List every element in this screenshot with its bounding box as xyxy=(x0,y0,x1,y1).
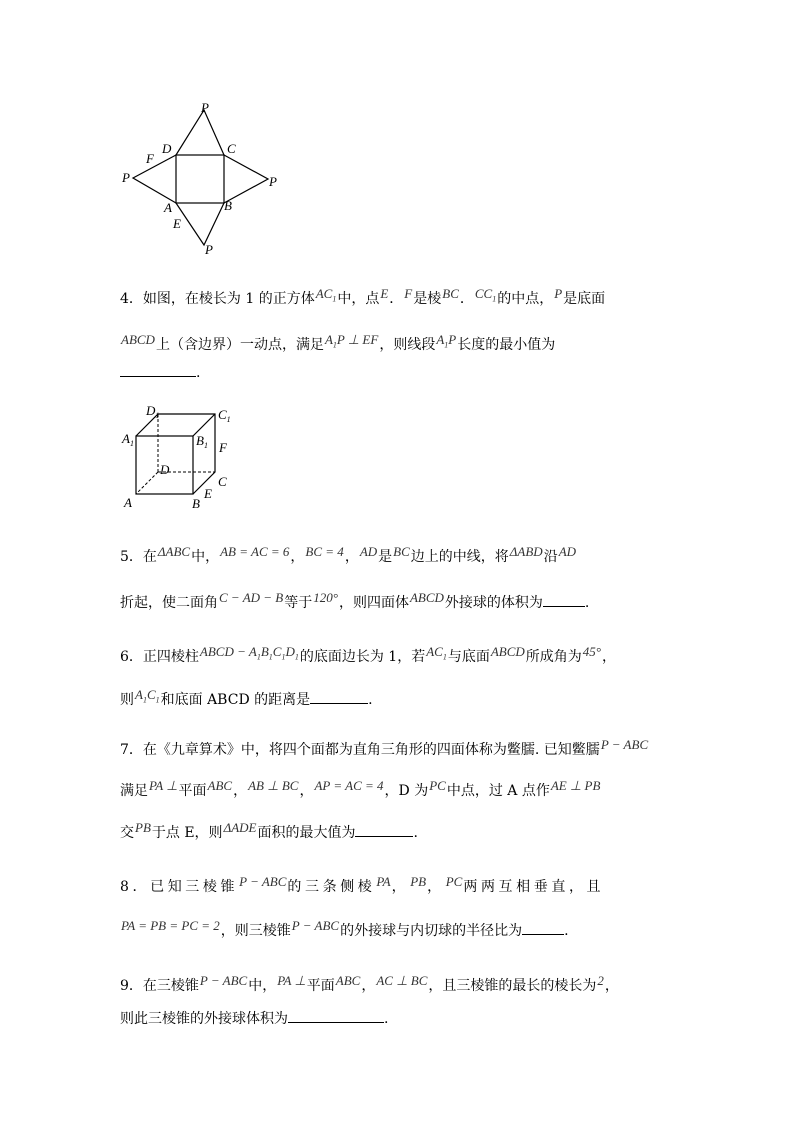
question-5-line-2: 折起，使二面角C − AD − B等于120°，则四面体ABCD外接球的体积为 . xyxy=(120,590,590,611)
question-4-line-2: ABCD上（含边界）一动点，满足$A_1P$ ⊥ EF，则线段$A_1P$长度的最小值为 xyxy=(121,332,556,353)
label-d: D xyxy=(162,141,172,156)
cube-figure xyxy=(116,402,236,512)
label-p-bottom: P xyxy=(205,242,213,257)
answer-blank-5 xyxy=(543,592,585,607)
label-d1: $D_1$ xyxy=(146,403,160,420)
question-9-line-1: 9．在三棱锥P − ABC中，PA ⊥平面ABC，AC ⊥ BC，且三棱锥的最长的棱长为2， xyxy=(120,973,619,994)
label-b: B xyxy=(192,496,200,511)
label-a: A xyxy=(164,200,172,215)
question-7-line-2: 满足PA ⊥平面ABC，AB ⊥ BC，AP = AC = 4，D 为PC中点，过 A 点作AE ⊥ PB xyxy=(120,778,601,799)
question-8-line-2: PA = PB = PC = 2，则三棱锥P − ABC的外接球与内切球的半径比为 . xyxy=(121,918,569,939)
answer-blank-9 xyxy=(288,1008,384,1023)
question-8-line-1: 8．已知三棱锥P − ABC的三条侧棱PA，PB，PC两两互相垂直，且 xyxy=(120,874,605,895)
label-f: F xyxy=(219,440,227,455)
question-6-line-2: 则$A_1C_1$和底面 ABCD 的距离是 . xyxy=(120,687,373,708)
label-e: E xyxy=(204,486,212,501)
pyramid-net-figure xyxy=(118,98,288,260)
label-c: C xyxy=(227,141,236,156)
answer-blank-7 xyxy=(355,822,413,837)
answer-blank-6 xyxy=(310,689,368,704)
label-f: F xyxy=(146,151,154,166)
label-b: B xyxy=(224,198,232,213)
question-4-line-1: 4．如图，在棱长为 1 的正方体$AC_1$中，点E．F是棱BC．$CC_1$的中点，P是底面 xyxy=(120,286,606,307)
question-4-line-3: . xyxy=(120,362,200,383)
label-d: D xyxy=(160,462,170,477)
label-c1: $C_1$ xyxy=(218,407,231,424)
answer-blank-8 xyxy=(522,920,564,935)
question-5-line-1: 5．在ΔABC中，AB = AC = 6，BC = 4，AD是BC边上的中线，将ΔABD沿AD xyxy=(120,544,577,565)
label-c: C xyxy=(218,474,227,489)
label-a1: $A_1$ xyxy=(122,431,134,448)
question-7-line-3: 交PB于点 E，则ΔADE面积的最大值为 . xyxy=(120,820,418,841)
answer-blank-4 xyxy=(120,362,196,377)
label-p-left: P xyxy=(122,170,130,185)
label-p-right: P xyxy=(269,174,277,189)
label-e: E xyxy=(173,216,181,231)
question-9-line-2: 则此三棱锥的外接球体积为 . xyxy=(120,1008,388,1029)
label-b1: $B_1$ xyxy=(196,433,208,450)
question-7-line-1: 7．在《九章算术》中，将四个面都为直角三角形的四面体称为鳖臑. 已知鳖臑P − ABC xyxy=(120,737,649,758)
question-6-line-1: 6．正四棱柱ABCD − $A_1B_1C_1D_1$的底面边长为 1，若$AC_1$与底面ABCD所成角为45°， xyxy=(120,644,616,665)
label-a: A xyxy=(124,495,132,510)
label-p-top: P xyxy=(201,100,209,115)
